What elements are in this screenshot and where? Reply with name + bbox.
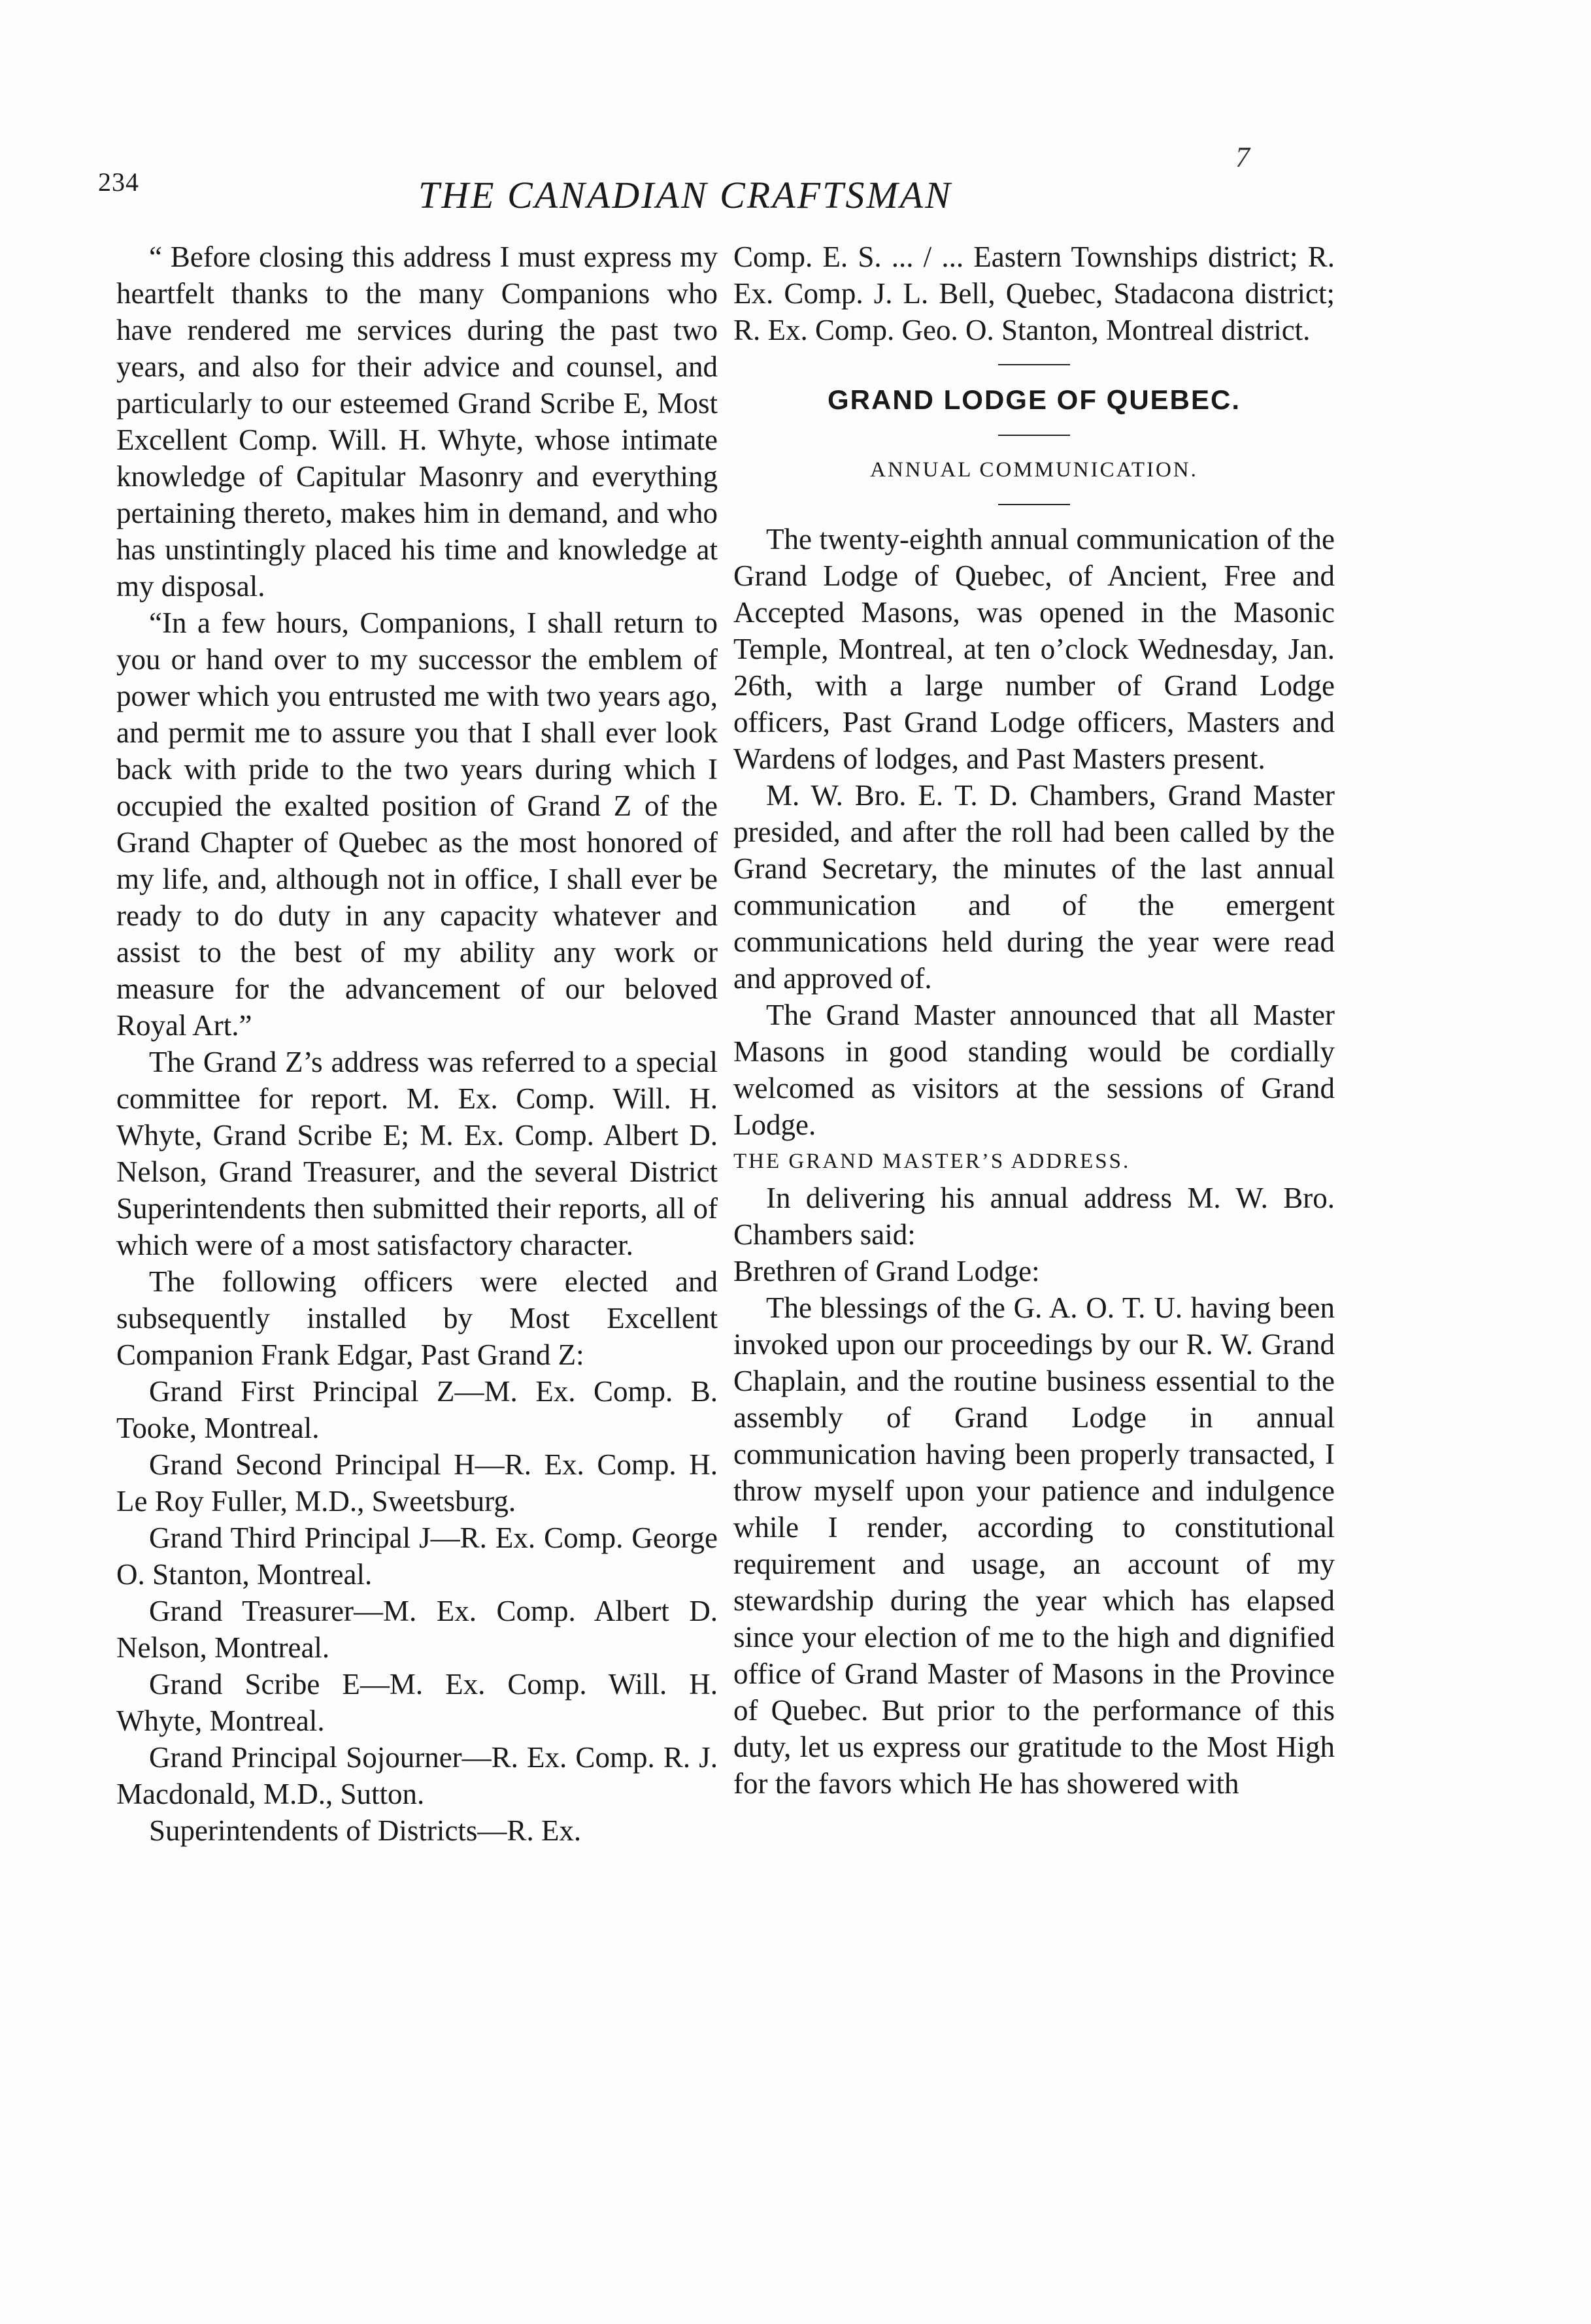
grand-master-presided-paragraph: M. W. Bro. E. T. D. Chambers, Grand Master presided, and after the roll had been called by the Grand Secretary, the minutes of the last annual communication and of the emergent communications held during the year were read and approved of.	[733, 779, 1335, 995]
officer-entry: Grand Third Principal J—R. Ex. Comp. George O. Stanton, Montreal.	[116, 1521, 718, 1591]
officer-entry: Grand First Principal Z—M. Ex. Comp. B. Tooke, Montreal.	[116, 1375, 718, 1444]
communication-opened-paragraph: The twenty-eighth annual communication of the Grand Lodge of Quebec, of Ancient, Free and Accepted Masons, was opened in the Masonic Temple, Montreal, at ten o’clock Wednesday, Jan. 26th, with a large number of Grand Lodge officers, Past Grand Lodge officers, Masters and Wardens of lodges, and Past Masters present.	[733, 523, 1335, 775]
blessings-paragraph: The blessings of the G. A. O. T. U. having been invoked upon our proceedings by our R. W. Grand Chaplain, and the routine business essential to the assembly of Grand Lodge in annual communication having been properly transacted, I throw myself upon your patience and indulgence while I render, according to constitutional requirement and usage, an account of my stewardship during the year which has elapsed since your election of me to the high and dignified office of Grand Master of Masons in the Province of Quebec. But prior to the performance of this duty, let us express our gratitude to the Most High for the favors which He has showered with	[733, 1291, 1335, 1800]
officer-entry: Grand Treasurer—M. Ex. Comp. Albert D. Nelson, Montreal.	[116, 1595, 718, 1664]
officer-entry: Grand Second Principal H—R. Ex. Comp. H. Le Roy Fuller, M.D., Sweetsburg.	[116, 1448, 718, 1518]
article-subheading: ANNUAL COMMUNICATION.	[870, 458, 1198, 482]
address-intro-paragraph: In delivering his annual address M. W. Bro. Chambers said:	[733, 1182, 1335, 1251]
address-referred-paragraph: The Grand Z’s address was referred to a special committee for report. M. Ex. Comp. Will. H. Whyte, Grand Scribe E; M. Ex. Comp. Albert D. Nelson, Grand Treasurer, and the several District Superintendents then submitted their reports, all of which were of a most satisfactory character.	[116, 1046, 718, 1261]
officer-entry: Grand Principal Sojourner—R. Ex. Comp. R. J. Macdonald, M.D., Sutton.	[116, 1741, 718, 1810]
page-number: 234	[98, 167, 139, 197]
visitors-welcome-paragraph: The Grand Master announced that all Master Masons in good standing would be cordially welcomed as visitors at the sessions of Grand Lodge.	[733, 999, 1335, 1141]
officer-entry: Superintendents of Districts—R. Ex.	[149, 1814, 582, 1847]
closing-address-paragraph: “ Before closing this address I must express my heartfelt thanks to the many Companions who have rendered me services during the past two years, and also for their advice and counsel, and particularly to our esteemed Grand Scribe E, Most Excellent Comp. Will. H. Whyte, whose intimate knowledge of Capitular Masonry and everything pertaining thereto, makes him in demand, and who has unstintingly placed his time and knowledge at my disposal.	[116, 241, 718, 603]
right-column	[733, 239, 1335, 1802]
running-title: THE CANADIAN CRAFTSMAN	[418, 174, 952, 216]
article-heading: GRAND LODGE OF QUEBEC.	[827, 384, 1241, 415]
corner-mark: 7	[1235, 141, 1250, 173]
officer-entry: Grand Scribe E—M. Ex. Comp. Will. H. Whyte, Montreal.	[116, 1668, 718, 1737]
section-rule	[998, 504, 1070, 505]
salutation: Brethren of Grand Lodge:	[733, 1255, 1040, 1287]
address-section-heading: THE GRAND MASTER’S ADDRESS.	[733, 1150, 1131, 1173]
section-rule	[998, 364, 1070, 365]
officers-elected-paragraph: The following officers were elected and subsequently installed by Most Excellent Companion Frank Edgar, Past Grand Z:	[116, 1265, 718, 1371]
left-column	[116, 239, 718, 1849]
return-emblem-paragraph: “In a few hours, Companions, I shall return to you or hand over to my successor the emblem of power which you entrusted me with two years ago, and permit me to assure you that I shall ever look back with pride to the two years during which I occupied the exalted position of Grand Z of the Grand Chapter of Quebec as the most honored of my life, and, although not in office, I shall ever be ready to do duty in any capacity whatever and assist to the best of my ability any work or measure for the advancement of our beloved Royal Art.”	[116, 606, 718, 1042]
section-rule	[998, 435, 1070, 436]
district-continuation: Comp. E. S. ... / ... Eastern Townships district; R. Ex. Comp. J. L. Bell, Quebec, Stadacona district; R. Ex. Comp. Geo. O. Stanton, Montreal district.	[733, 241, 1335, 346]
